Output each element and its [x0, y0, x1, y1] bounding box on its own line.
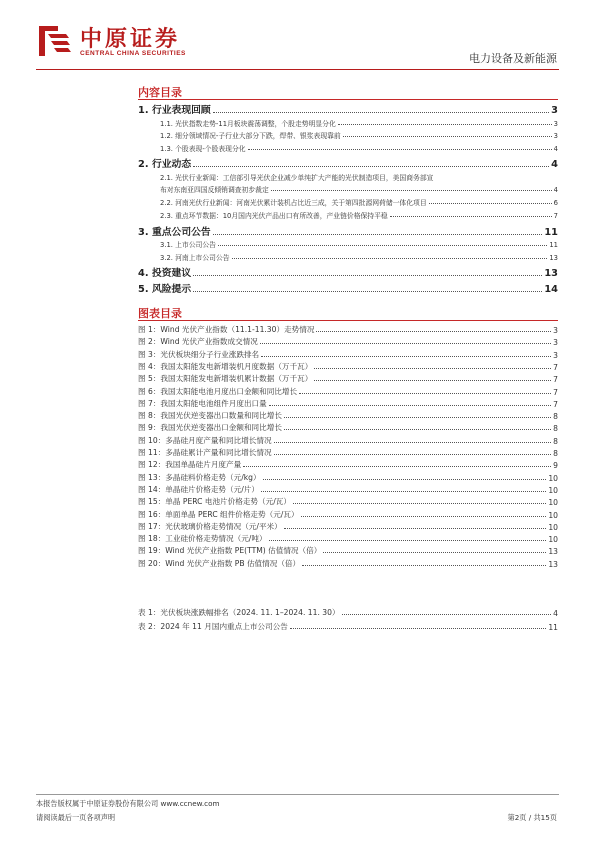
footer-divider — [36, 794, 559, 795]
table-list-item[interactable]: 表 2：2024 年 11 月国内重点上市公司公告 11 — [138, 622, 558, 632]
toc-entry[interactable]: 4. 投资建议 13 — [138, 268, 558, 279]
figure-list-item[interactable]: 图 11：多晶硅累计产量和同比增长情况 8 — [138, 448, 558, 458]
footer-disclaimer: 请阅读最后一页各项声明 — [36, 813, 116, 822]
figure-list-item[interactable]: 图 17：光伏玻璃价格走势情况（元/平米） 10 — [138, 521, 558, 532]
figure-list-item[interactable]: 图 6：我国太阳能电池月度出口金额和同比增长 7 — [138, 386, 558, 397]
figure-list-item[interactable]: 图 5：我国太阳能发电新增装机累计数据（万千瓦） 7 — [138, 374, 558, 385]
figure-list-item[interactable]: 图 15：单晶 PERC 电池片价格走势（元/瓦） 10 — [138, 497, 558, 508]
figure-list-item[interactable]: 图 9：我国光伏逆变器出口金额和同比增长 8 — [138, 423, 558, 434]
toc-entry[interactable]: 1.3. 个股表现-个股表现分化 4 — [160, 145, 558, 153]
toc-entry[interactable]: 1.1. 光伏指数走势-11月板块震荡调整，个股走势明显分化 3 — [160, 120, 558, 128]
figure-list-item[interactable]: 图 13：多晶硅料价格走势（元/kg） 10 — [138, 472, 558, 483]
figure-list-item[interactable]: 图 4：我国太阳能发电新增装机月度数据（万千瓦） 7 — [138, 361, 558, 372]
figure-list-item[interactable]: 图 20：Wind 光伏产业指数 PB 估值情况（倍） 13 — [138, 558, 558, 569]
figure-list-item[interactable]: 图 16：单面单晶 PERC 组件价格走势（元/瓦） 10 — [138, 509, 558, 520]
toc-entry[interactable]: 1. 行业表现回顾 3 — [138, 105, 558, 116]
figure-list-item[interactable]: 图 3：光伏板块细分子行业涨跌排名 3 — [138, 349, 558, 360]
figure-list-item[interactable]: 图 1：Wind 光伏产业指数（11.1-11.30）走势情况 3 — [138, 325, 558, 335]
header-divider — [36, 69, 559, 70]
toc-entry[interactable]: 3.2. 河南上市公司公告 13 — [160, 254, 558, 262]
figure-list-item[interactable]: 图 14：单晶硅片价格走势（元/片） 10 — [138, 484, 558, 495]
company-logo-icon — [36, 24, 74, 58]
toc-entry[interactable]: 1.2. 细分领域情况-子行业大部分下跌，焊带、银浆表现靠前 3 — [160, 132, 558, 140]
figure-list-item[interactable]: 图 10：多晶硅月度产量和同比增长情况 8 — [138, 435, 558, 446]
figure-list-item[interactable]: 图 18：工业硅价格走势情况（元/吨） 10 — [138, 534, 558, 545]
toc-entry[interactable]: 2.3. 重点环节数据：10月国内光伏产品出口有所改善，产业链价格保持平稳 7 — [160, 212, 558, 220]
footer-page-number: 第2页 / 共15页 — [507, 813, 557, 822]
table-list-item[interactable]: 表 1：光伏板块涨跌幅排名（2024. 11. 1–2024. 11. 30） 4 — [138, 608, 558, 618]
figure-list-item[interactable]: 图 12：我国单晶硅片月度产量 9 — [138, 460, 558, 471]
figure-list-item[interactable]: 图 8：我国光伏逆变器出口数量和同比增长 8 — [138, 411, 558, 422]
toc-entry[interactable]: 布对东南亚四国反倾销调查初步裁定 4 — [160, 186, 558, 194]
contents-title: 内容目录 — [138, 86, 182, 99]
toc-entry-wrapped[interactable]: 2.1. 光伏行业新闻：工信部引导光伏企业减少单纯扩大产能的光伏制造项目，美国商务部宣 — [160, 174, 434, 182]
figure-list-item[interactable]: 图 19：Wind 光伏产业指数 PE(TTM) 估值情况（倍） 13 — [138, 546, 558, 557]
figure-list-item[interactable]: 图 7：我国太阳能电池组件月度出口量 7 — [138, 398, 558, 409]
footer-copyright: 本报告版权属于中原证券股份有限公司 www.ccnew.com — [36, 799, 220, 808]
figures-title: 图表目录 — [138, 307, 182, 320]
toc-entry[interactable]: 5. 风险提示 14 — [138, 284, 558, 295]
figures-title-rule — [138, 320, 558, 321]
brand-name-cn: 中原证券 — [80, 26, 181, 52]
report-category: 电力设备及新能源 — [469, 52, 557, 65]
toc-entry[interactable]: 3. 重点公司公告 11 — [138, 227, 558, 238]
figure-list-item[interactable]: 图 2：Wind 光伏产业指数成交情况 3 — [138, 337, 558, 348]
toc-entry[interactable]: 3.1. 上市公司公告 11 — [160, 241, 558, 249]
toc-entry[interactable]: 2. 行业动态 4 — [138, 159, 558, 170]
toc-entry[interactable]: 2.2. 河南光伏行业新闻：河南光伏累计装机占比近三成，关于第四批源网荷储一体化项目 6 — [160, 199, 558, 207]
contents-title-rule — [138, 99, 558, 100]
brand-name-en: CENTRAL CHINA SECURITIES — [80, 50, 186, 57]
